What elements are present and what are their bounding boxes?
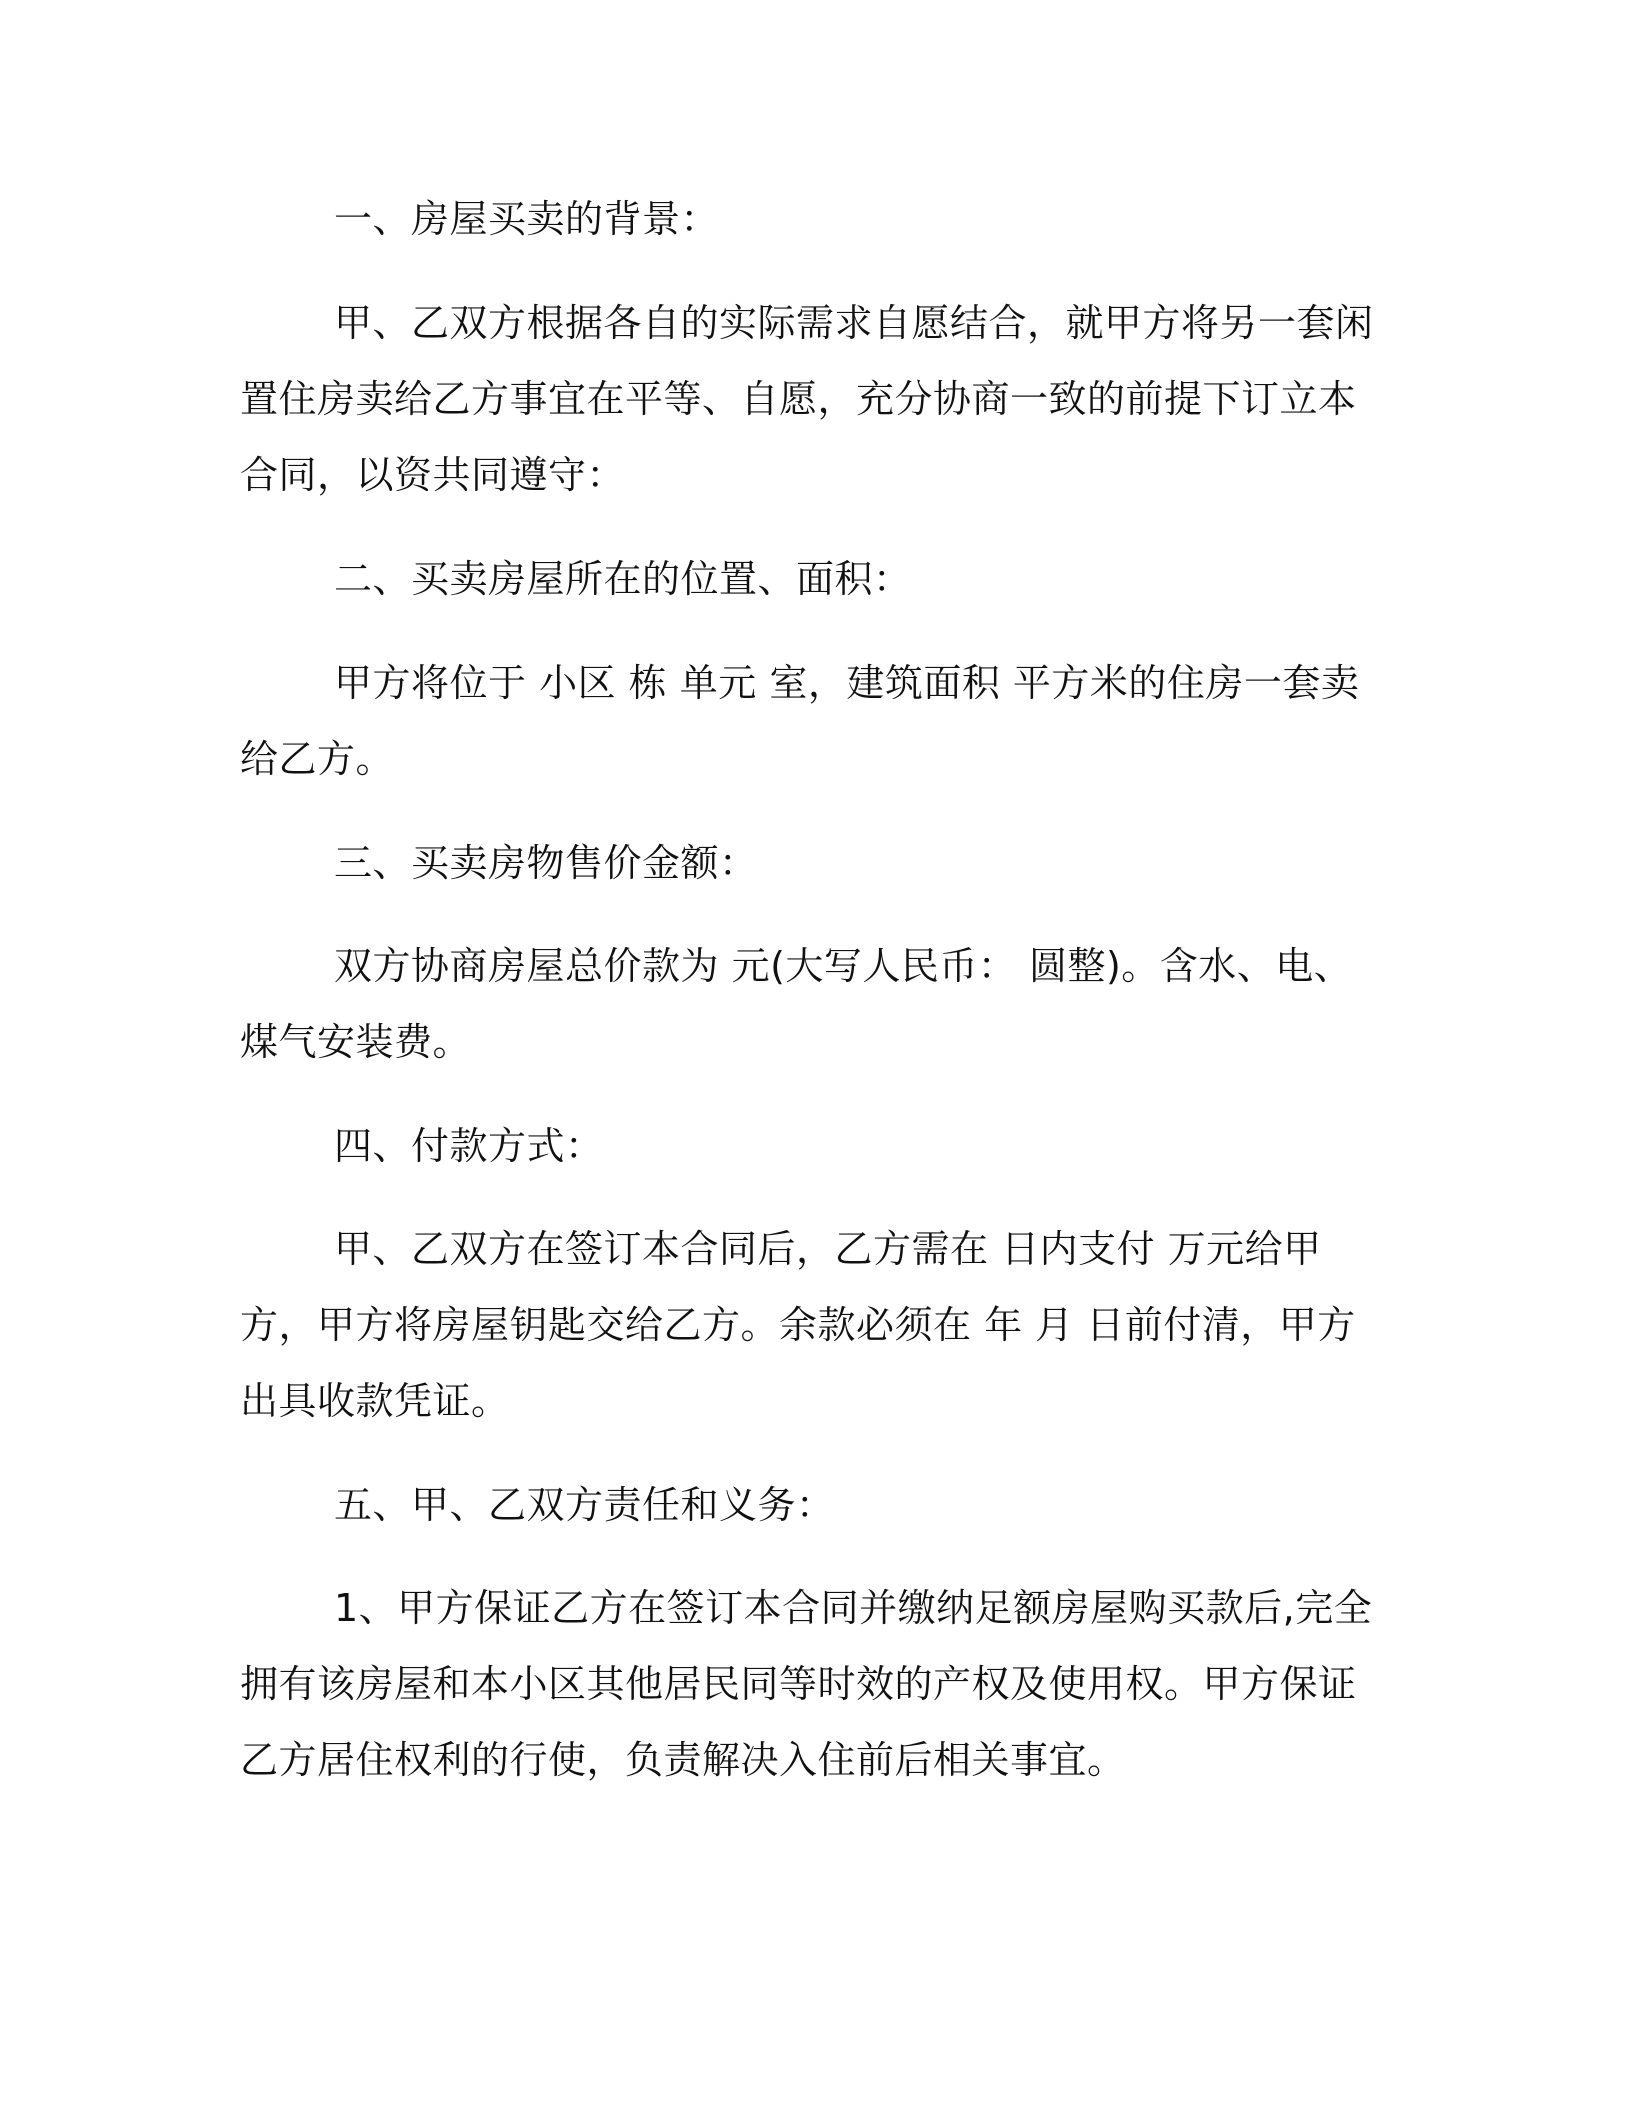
section-4-body: 甲、乙双方在签订本合同后，乙方需在 日内支付 万元给甲方，甲方将房屋钥匙交给乙方。余款必须在 年 月 日前付清，甲方出具收款凭证。 — [240, 1227, 1356, 1423]
section-4-heading: 四、付款方式： — [334, 1124, 604, 1168]
section-1-body: 甲、乙双方根据各自的实际需求自愿结合，就甲方将另一套闲置住房卖给乙方事宜在平等、自愿，充分协商一致的前提下订立本合同，以资共同遵守： — [240, 301, 1374, 497]
section-2-body: 甲方将位于 小区 栋 单元 室，建筑面积 平方米的住房一套卖给乙方。 — [240, 661, 1360, 781]
section-5-heading: 五、甲、乙双方责任和义务： — [334, 1483, 835, 1527]
section-1-heading: 一、房屋买卖的背景： — [334, 197, 720, 241]
section-5-item-1: 1、甲方保证乙方在签订本合同并缴纳足额房屋购买款后,完全拥有该房屋和本小区其他居民同等时效的产权及使用权。甲方保证乙方居住权利的行使，负责解决入住前后相关事宜。 — [240, 1586, 1373, 1782]
section-2-heading: 二、买卖房屋所在的位置、面积： — [334, 557, 912, 601]
section-3-heading: 三、买卖房物售价金额： — [334, 841, 758, 885]
section-3-body: 双方协商房屋总价款为 元(大写人民币： 圆整)。含水、电、煤气安装费。 — [240, 944, 1353, 1064]
